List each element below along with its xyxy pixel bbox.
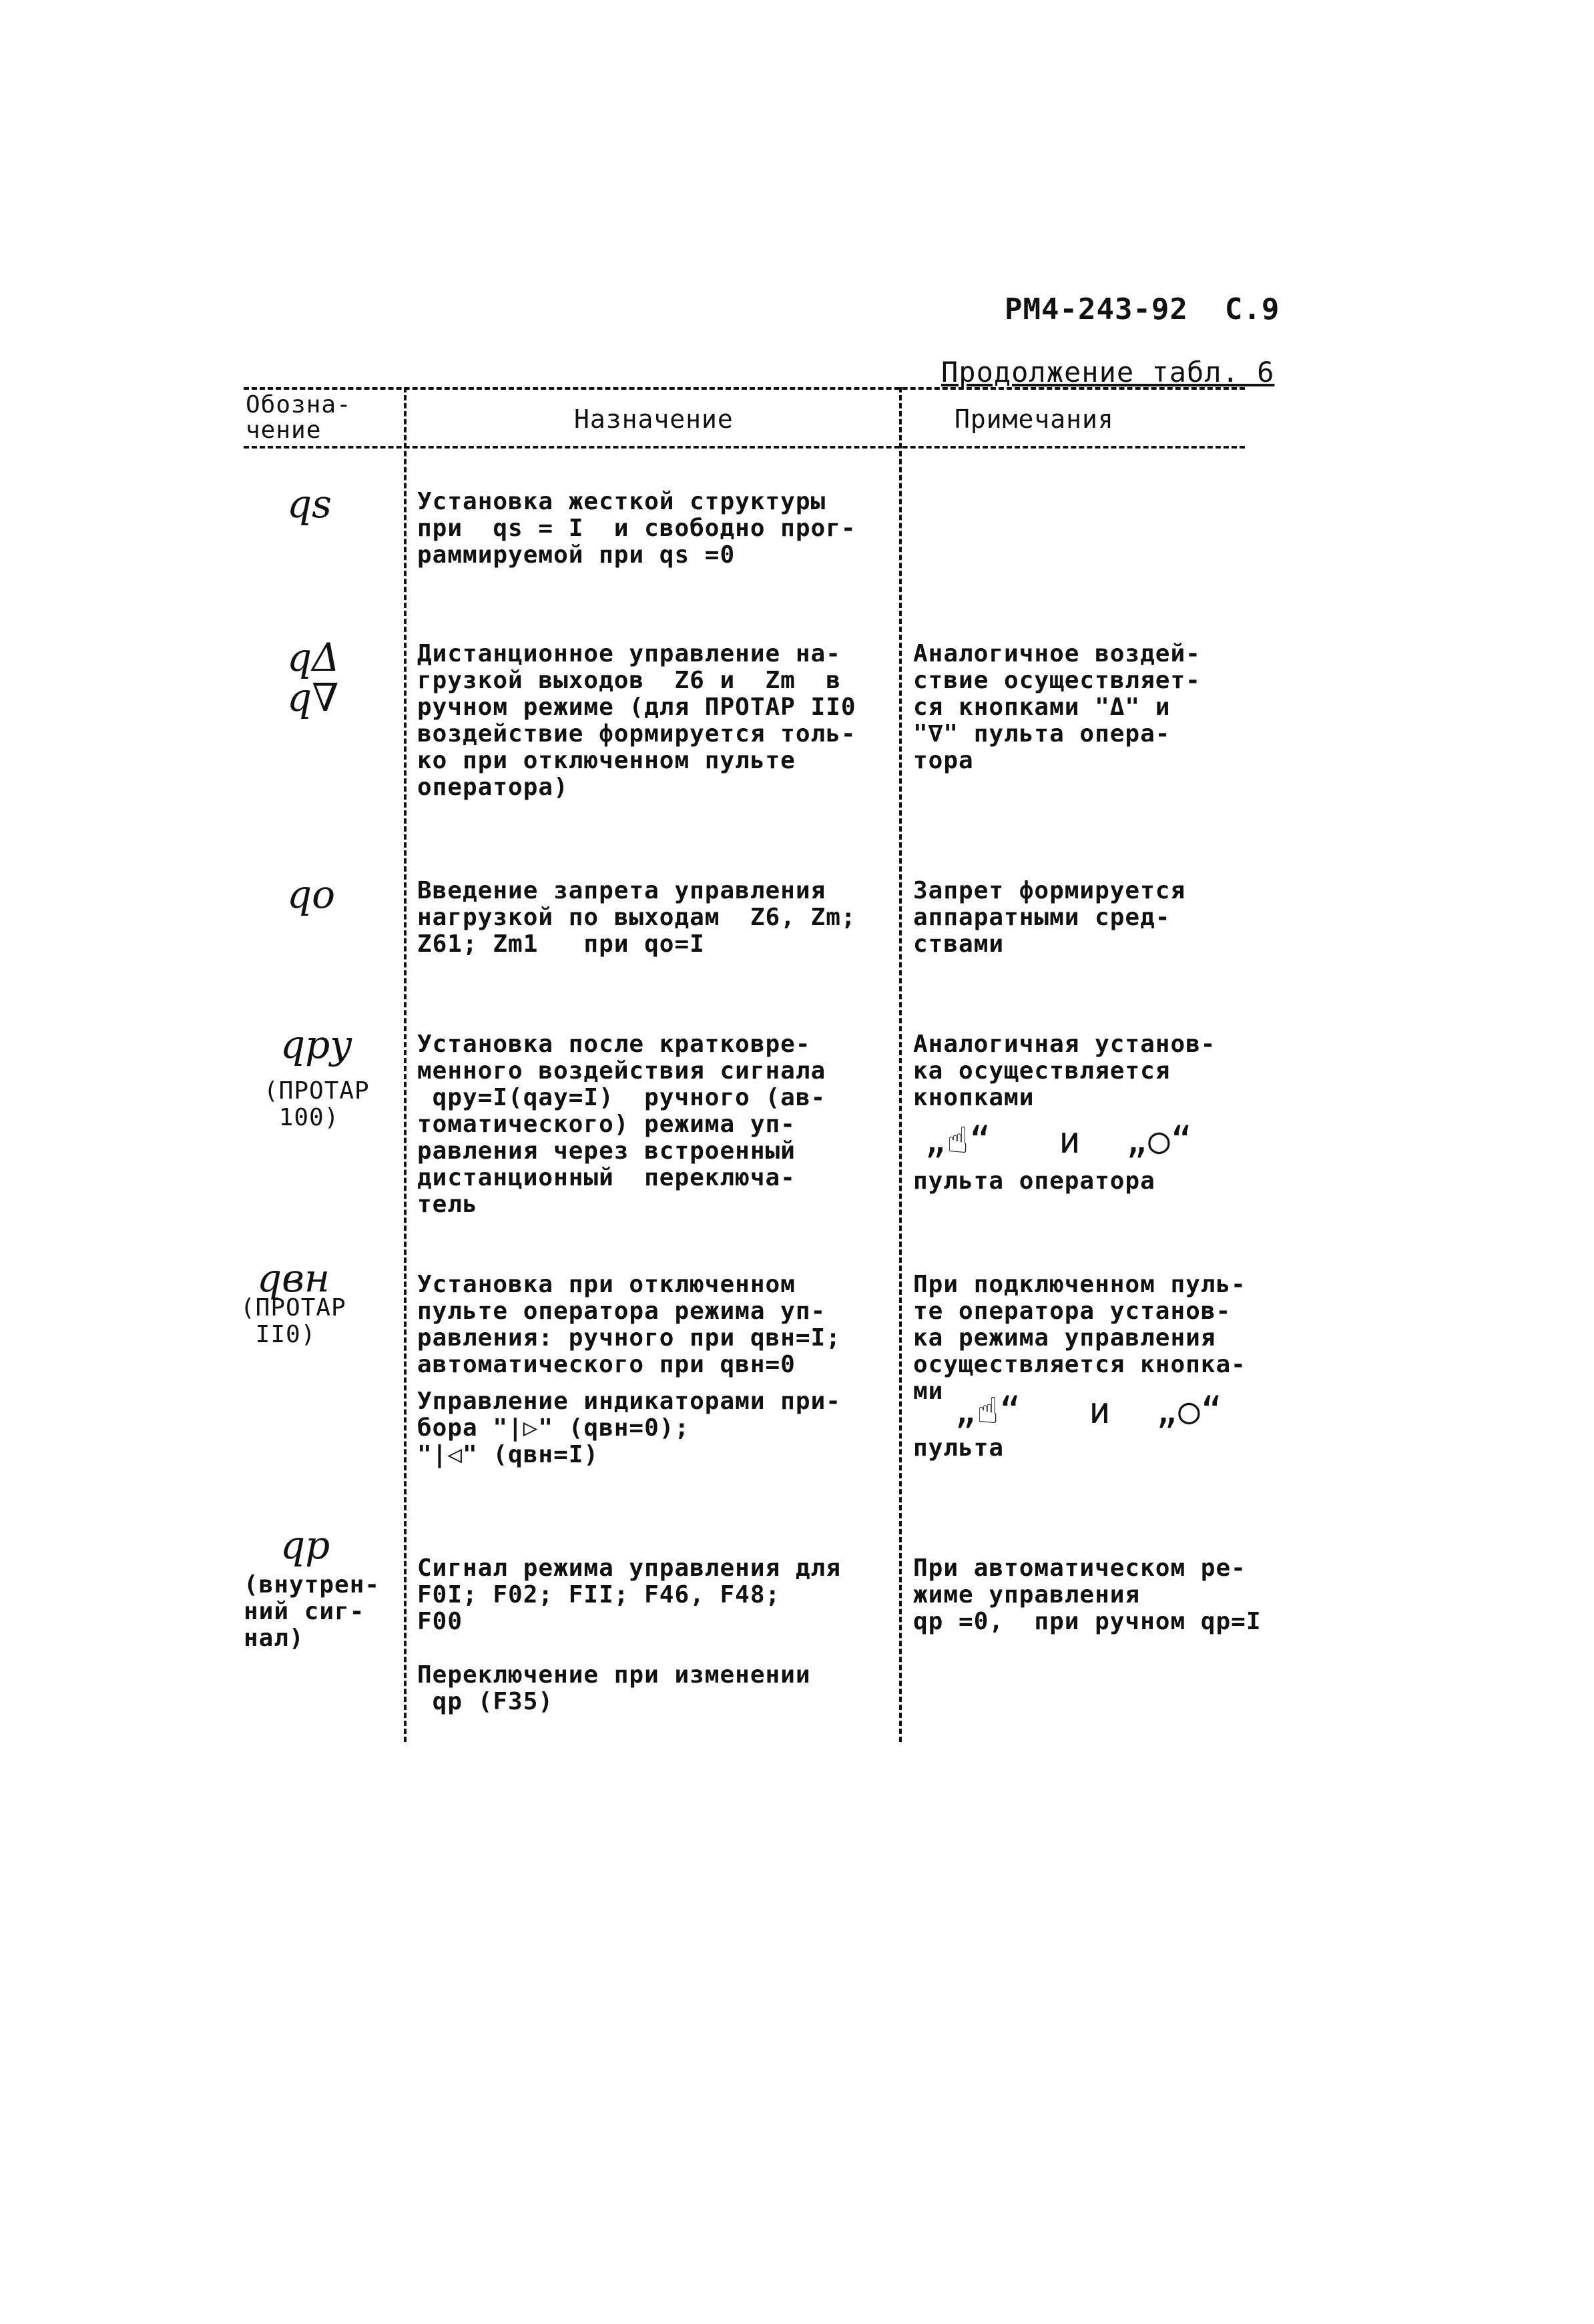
symbol-qo: qo — [287, 872, 336, 917]
purpose-qs: Установка жесткой структуры при qs = I и свободно прог- раммируемой при qs =0 — [417, 488, 856, 569]
notes-q-ru-tail: пульта оператора — [913, 1167, 1155, 1195]
purpose-q-up-down: Дистанционное управление на- грузкой выходов Z6 и Zm в ручном режиме (для ПРОТАР II0 воздействие формируется толь- ко при отключенном пульте оператора) — [417, 640, 856, 801]
notes-q-vn-buttons: „☝“ и „○“ — [955, 1390, 1224, 1432]
symbol-q-r-note: (внутрен- ний сиг- нал) — [244, 1571, 380, 1652]
column-divider-2 — [899, 387, 902, 1742]
symbol-q-vn-note: (ПРОТАР II0) — [240, 1294, 346, 1348]
symbol-q-r: qр — [280, 1522, 330, 1568]
table-top-rule — [244, 387, 1245, 390]
header-notes: Примечания — [955, 404, 1114, 434]
notes-q-ru-buttons: „☝“ и „○“ — [924, 1119, 1193, 1161]
symbol-qs: qs — [287, 481, 332, 527]
purpose-q-ru: Установка после кратковре- менного воздействия сигнала qру=I(qау=I) ручного (ав- томатического) режима уп- равления через встроенный дистанционный переключа- тель — [417, 1031, 826, 1218]
purpose-q-r: Сигнал режима управления для F0I; F02; FII; F46, F48; F00 — [417, 1554, 841, 1635]
table-continuation-caption: Продолжение табл. 6 — [941, 356, 1275, 388]
purpose-qo: Введение запрета управления нагрузкой по выходам Z6, Zm; Z61; Zm1 при qo=I — [417, 877, 856, 958]
notes-q-vn: При подключенном пуль- те оператора установ- ка режима управления осуществляется кнопка- ми — [913, 1271, 1246, 1405]
symbol-q-up-down: qΔ q∇ — [287, 635, 340, 720]
notes-q-vn-tail: пульта — [913, 1434, 1005, 1462]
header-designation: Обозна- чение — [246, 391, 352, 444]
column-divider-1 — [404, 387, 407, 1742]
table-header-rule — [244, 446, 1245, 449]
symbol-q-ru-note: (ПРОТАР 100) — [264, 1077, 370, 1131]
purpose-q-vn: Установка при отключенном пульте оператора режима уп- равления: ручного при qвн=I; автоматического при qвн=0 — [417, 1271, 841, 1378]
symbol-q-ru: qру — [280, 1022, 352, 1067]
notes-qo: Запрет формируется аппаратными сред- ствами — [913, 877, 1186, 958]
notes-q-r: При автоматическом ре- жиме управления qр =0, при ручном qр=I — [913, 1554, 1262, 1635]
header-purpose: Назначение — [574, 404, 734, 434]
notes-q-up-down: Аналогичное воздей- ствие осуществляет- ся кнопками "Δ" и "∇" пульта опера- тора — [913, 640, 1201, 774]
purpose-q-vn-indicators: Управление индикаторами при- бора "|▷" (qвн=0); "|◁" (qвн=I) — [417, 1388, 841, 1468]
purpose-q-r-switching: Переключение при изменении qр (F35) — [417, 1661, 811, 1715]
page-reference: РМ4-243-92 С.9 — [1005, 292, 1280, 326]
symbol-q-vn: qвн — [257, 1255, 330, 1301]
notes-q-ru: Аналогичная установ- ка осуществляется кнопками — [913, 1031, 1216, 1111]
